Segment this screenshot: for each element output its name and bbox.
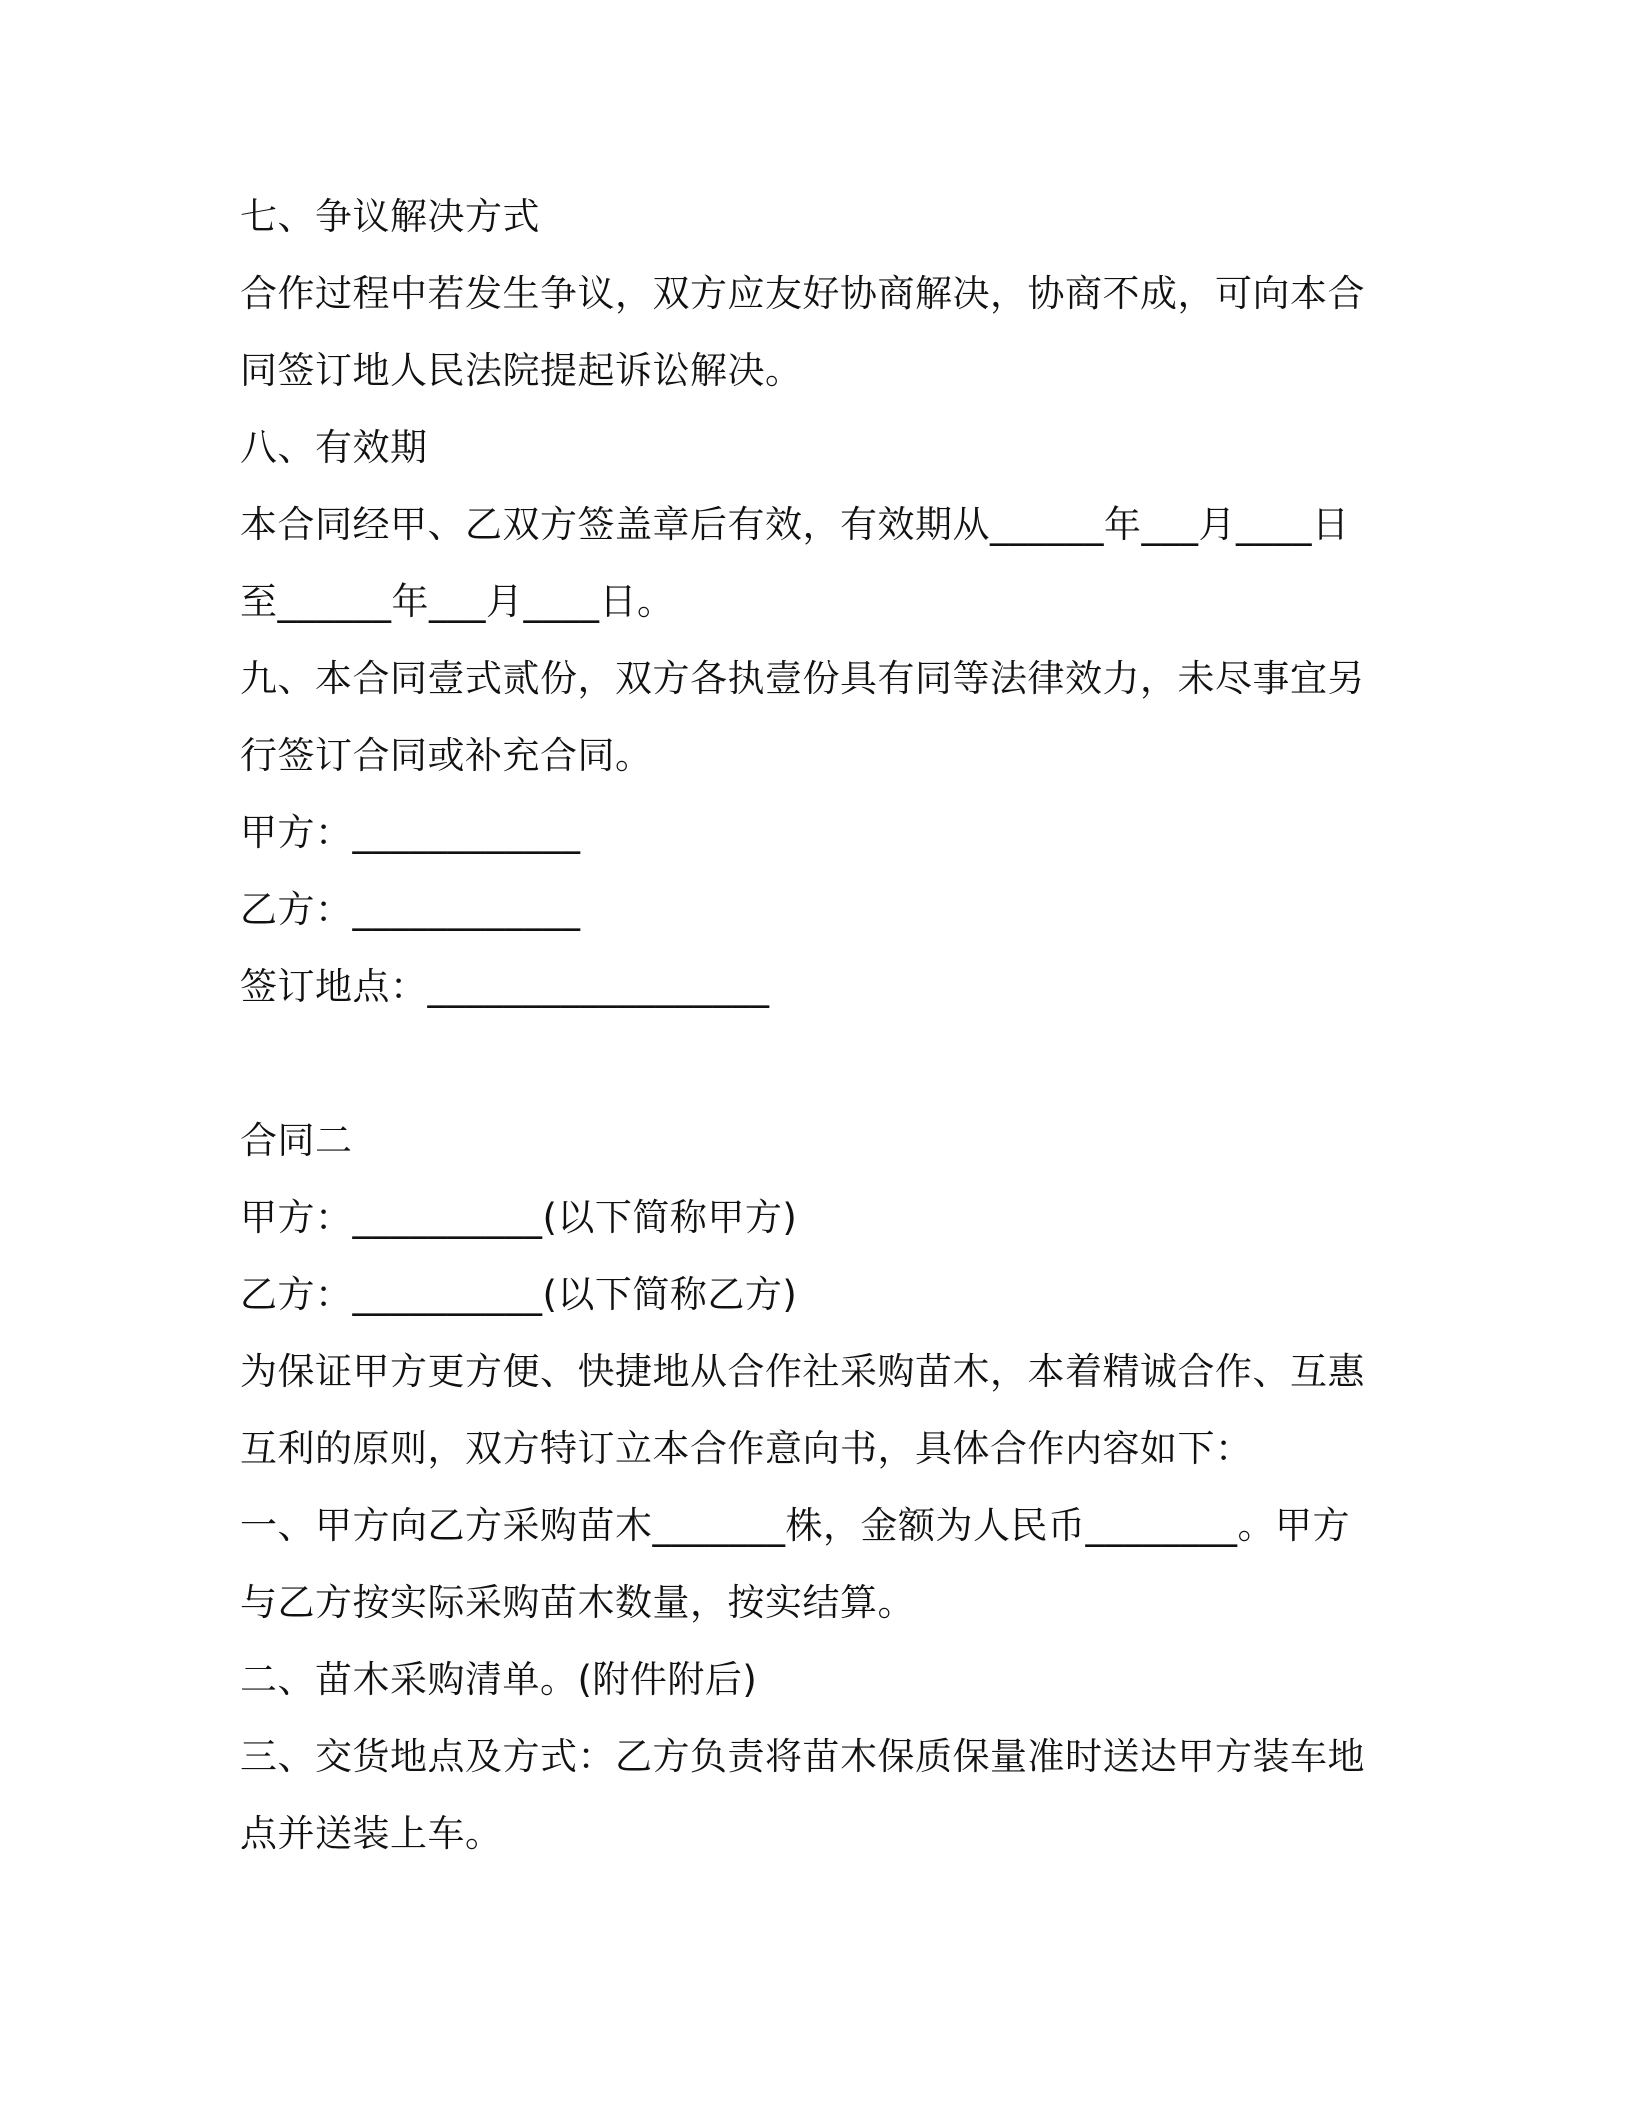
section-heading-validity-period: 八、有效期 (240, 426, 428, 469)
section-heading-dispute-resolution: 七、争议解决方式 (240, 195, 540, 238)
paragraph-line: 为保证甲方更方便、快捷地从合作社采购苗木，本着精诚合作、互惠 (240, 1350, 1365, 1393)
clause-three: 三、交货地点及方式：乙方负责将苗木保质保量准时送达甲方装车地 (240, 1735, 1365, 1778)
paragraph-line: 至______年___月____日。 (240, 580, 675, 623)
signature-party-b: 乙方：____________ (240, 888, 581, 931)
signing-location: 签订地点：__________________ (240, 965, 770, 1008)
paragraph-line: 本合同经甲、乙双方签盖章后有效，有效期从______年___月____日 (240, 503, 1350, 546)
paragraph-line: 互利的原则，双方特订立本合作意向书，具体合作内容如下： (240, 1427, 1253, 1470)
paragraph-line: 行签订合同或补充合同。 (240, 734, 653, 777)
paragraph-line: 同签订地人民法院提起诉讼解决。 (240, 349, 803, 392)
clause-two: 二、苗木采购清单。(附件附后) (240, 1658, 758, 1701)
party-a-line: 甲方：__________(以下简称甲方) (240, 1196, 798, 1239)
paragraph-line: 与乙方按实际采购苗木数量，按实结算。 (240, 1581, 915, 1624)
party-b-line: 乙方：__________(以下简称乙方) (240, 1273, 798, 1316)
paragraph-line: 合作过程中若发生争议，双方应友好协商解决，协商不成，可向本合 (240, 272, 1365, 315)
contract-two-title: 合同二 (240, 1119, 353, 1162)
clause-one: 一、甲方向乙方采购苗木_______株，金额为人民币________。甲方 (240, 1504, 1350, 1547)
section-heading-copies: 九、本合同壹式贰份，双方各执壹份具有同等法律效力，未尽事宜另 (240, 657, 1365, 700)
signature-party-a: 甲方：____________ (240, 811, 581, 854)
paragraph-line: 点并送装上车。 (240, 1812, 503, 1855)
